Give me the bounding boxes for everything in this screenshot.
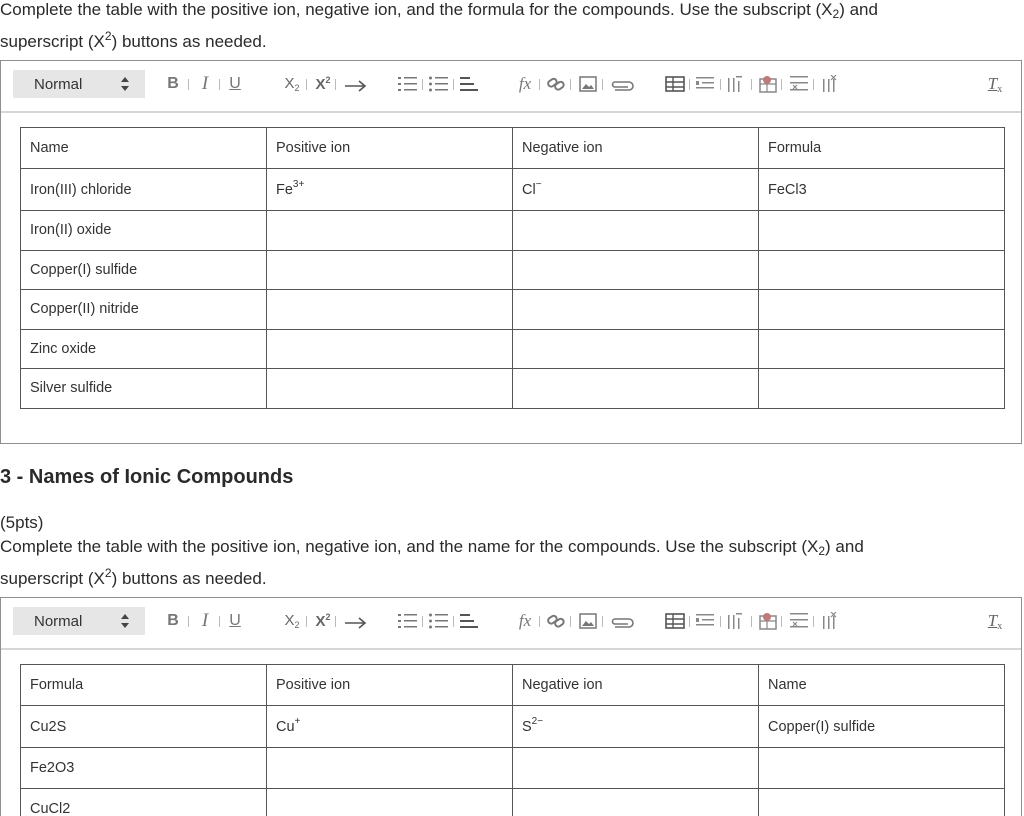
bullet-list-button[interactable] [429,73,449,95]
cell-text: Iron(II) oxide [30,222,112,239]
superscript-text: 2 [104,29,112,43]
image-button[interactable] [578,610,598,632]
subscript-text: 2 [818,544,826,558]
underline-icon: U [229,75,241,92]
table-cell[interactable] [513,329,759,369]
insert-table-button[interactable] [665,73,685,95]
cell-text: Formula [30,677,84,693]
table-cell[interactable] [267,169,513,211]
underline-icon: U [229,612,241,629]
clear-formatting-icon: Tx [987,73,1003,95]
cell-text: Fe2O3 [30,760,75,776]
table-cell[interactable] [21,369,267,409]
column-header[interactable] [513,128,759,169]
bold-icon: B [167,75,179,92]
delete-table-icon [759,75,777,93]
instruction-text: superscript (X [0,32,105,51]
clear-formatting-icon: Tx [987,610,1003,632]
image-icon [579,76,597,92]
subscript-icon: $X_2$ [284,75,300,93]
cell-text: Cl [522,181,536,198]
clear-formatting-button[interactable] [985,73,1005,95]
delete-column-button[interactable] [821,610,841,632]
attachment-button[interactable] [609,75,635,97]
table-cell[interactable] [267,329,513,369]
table-cell[interactable] [267,748,513,789]
table-cell[interactable] [513,748,759,789]
function-icon: fx [518,74,532,93]
table-cell[interactable] [21,290,267,330]
instruction-text: Complete the table with the positive ion, negative ion, and the formula for the compounds. Use the subscript (X [0,0,833,19]
ion-formula-table [20,127,1005,409]
table-cell[interactable] [759,290,1005,330]
question-2-instructions [0,0,1024,56]
format-select-value: Normal [34,75,83,93]
cell-text: Cu2S [30,718,67,735]
cell-text: Iron(III) chloride [30,181,132,198]
clear-formatting-button[interactable] [985,610,1005,632]
cell-text: CuCl2 [30,801,71,816]
cell-text: Copper(I) sulfide [768,718,876,735]
bold-icon: B [167,612,179,629]
numbered-list-button[interactable] [398,610,418,632]
insert-row-icon [696,613,716,629]
editor-toolbar [1,61,1021,113]
instruction-text: ) buttons as needed. [111,569,267,588]
ion-name-table [20,664,1005,816]
table-cell[interactable] [513,211,759,251]
table-cell[interactable] [513,789,759,816]
bold-button[interactable] [165,610,181,632]
cell-text: S [522,718,532,735]
superscript-button[interactable] [312,610,334,632]
underline-button[interactable] [227,73,243,95]
table-header-row [21,128,1005,169]
table-cell[interactable] [759,789,1005,816]
column-header[interactable] [21,128,267,169]
section-title: 3 - Names of Ionic Compounds [0,466,294,488]
column-header[interactable] [267,128,513,169]
bold-button[interactable] [165,73,181,95]
link-button[interactable] [546,73,566,95]
table-cell[interactable] [267,706,513,748]
instruction-text: Complete the table with the positive ion, negative ion, and the name for the compounds. Use the subscript (X [0,537,819,556]
select-arrows-icon [121,613,129,629]
table-row [21,748,1005,789]
image-button[interactable] [578,73,598,95]
arrow-button[interactable] [344,612,368,634]
link-icon [546,612,566,630]
table-cell[interactable] [759,706,1005,748]
table-cell[interactable] [759,748,1005,789]
cell-text: Positive ion [276,677,351,693]
cell-text: Fe [276,181,293,198]
table-cell[interactable] [267,211,513,251]
right-arrow-icon [344,79,368,93]
table-row [21,250,1005,290]
table-cell[interactable] [513,290,759,330]
table-cell[interactable] [267,290,513,330]
cell-text: Cu [276,718,295,735]
align-left-icon [460,75,480,93]
cell-text: Silver sulfide [30,380,113,397]
subscript-button[interactable] [281,73,303,95]
formula-button[interactable] [514,610,536,632]
column-header[interactable] [21,665,267,706]
answer-editor-q3 [0,597,1022,816]
table-cell[interactable] [21,706,267,748]
table-row [21,211,1005,251]
italic-icon: I [201,610,209,631]
column-header[interactable] [267,665,513,706]
italic-button[interactable] [197,73,213,95]
table-cell[interactable] [759,250,1005,290]
table-cell[interactable] [513,169,759,211]
column-header[interactable] [513,665,759,706]
cell-text: Name [30,140,69,156]
answer-editor-q2 [0,60,1022,444]
function-icon: fx [518,611,532,630]
table-icon [665,76,685,92]
image-icon [579,613,597,629]
subscript-icon: $X_2$ [284,612,300,630]
insert-row-icon [696,76,716,92]
cell-text: Zinc oxide [30,340,97,357]
paperclip-icon [609,78,635,94]
delete-column-icon [821,75,841,93]
insert-column-button[interactable] [727,610,745,632]
table-cell[interactable] [759,329,1005,369]
table-cell[interactable] [267,789,513,816]
instruction-text: ) and [825,537,864,556]
format-select[interactable] [13,607,145,635]
align-button[interactable] [460,610,480,632]
table-row [21,706,1005,748]
delete-column-icon [821,612,841,630]
table-row [21,329,1005,369]
cell-text: Positive ion [276,140,351,156]
right-arrow-icon [344,616,368,630]
attachment-button[interactable] [609,612,635,634]
table-cell[interactable] [513,706,759,748]
superscript-button[interactable] [312,73,334,95]
delete-row-icon [790,612,810,630]
link-button[interactable] [546,610,566,632]
ion-charge: 2− [531,715,544,727]
insert-column-icon [727,612,745,630]
instruction-text: ) and [839,0,878,19]
cell-text: Copper(II) nitride [30,301,139,318]
column-header[interactable] [759,128,1005,169]
table-cell[interactable] [21,250,267,290]
delete-row-button[interactable] [790,610,810,632]
delete-table-icon [759,612,777,630]
ion-charge: − [535,178,542,190]
question-3-instructions [0,533,1024,593]
table-cell[interactable] [513,250,759,290]
table-cell[interactable] [21,329,267,369]
table-row [21,290,1005,330]
table-cell[interactable] [21,748,267,789]
editor-toolbar [1,598,1021,650]
table-cell[interactable] [21,211,267,251]
table-row [21,169,1005,211]
numbered-list-icon [398,612,418,630]
delete-table-button[interactable] [759,73,777,95]
paperclip-icon [609,615,635,631]
insert-column-button[interactable] [727,73,745,95]
instruction-text: superscript (X [0,569,105,588]
superscript-text: 2 [104,566,112,580]
italic-icon: I [201,73,209,94]
cell-text: Negative ion [522,140,603,156]
cell-text: Copper(I) sulfide [30,261,138,278]
numbered-list-icon [398,75,418,93]
table-cell[interactable] [267,250,513,290]
align-button[interactable] [460,73,480,95]
table-cell[interactable] [21,169,267,211]
format-select-value: Normal [34,612,83,630]
ion-charge: + [294,715,301,727]
table-cell[interactable] [759,369,1005,409]
italic-button[interactable] [197,610,213,632]
delete-row-icon [790,75,810,93]
link-icon [546,75,566,93]
table-cell[interactable] [21,789,267,816]
delete-column-button[interactable] [821,73,841,95]
column-header[interactable] [759,665,1005,706]
arrow-button[interactable] [344,75,368,97]
bullet-list-icon [429,612,449,630]
cell-text: Negative ion [522,677,603,693]
subscript-text: 2 [832,7,840,21]
cell-text: Name [768,677,807,693]
formula-button[interactable] [514,73,536,95]
table-cell[interactable] [513,369,759,409]
insert-column-icon [727,75,745,93]
numbered-list-button[interactable] [398,73,418,95]
cell-text: FeCl3 [768,181,807,198]
insert-row-button[interactable] [696,610,716,632]
underline-button[interactable] [227,610,243,632]
insert-table-button[interactable] [665,610,685,632]
table-cell[interactable] [759,211,1005,251]
subscript-button[interactable] [281,610,303,632]
format-select[interactable] [13,70,145,98]
table-icon [665,613,685,629]
table-cell[interactable] [759,169,1005,211]
table-row [21,789,1005,816]
delete-row-button[interactable] [790,73,810,95]
insert-row-button[interactable] [696,73,716,95]
points-label: (5pts) [0,513,44,532]
superscript-icon: $X^2$ [315,612,331,630]
superscript-icon: $X^2$ [315,75,331,93]
cell-text: Formula [768,140,822,156]
table-cell[interactable] [267,369,513,409]
bullet-list-icon [429,75,449,93]
ion-charge: 3+ [292,178,305,190]
select-arrows-icon [121,76,129,92]
table-header-row [21,665,1005,706]
table-row [21,369,1005,409]
align-left-icon [460,612,480,630]
delete-table-button[interactable] [759,610,777,632]
bullet-list-button[interactable] [429,610,449,632]
instruction-text: ) buttons as needed. [111,32,267,51]
